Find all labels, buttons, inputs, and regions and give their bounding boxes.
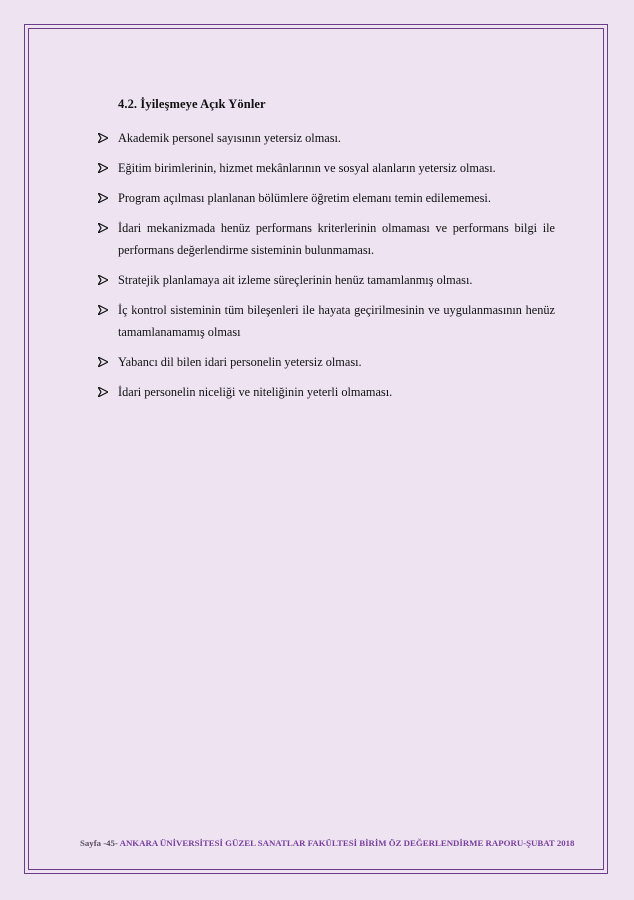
list-item xyxy=(98,157,555,179)
list-item xyxy=(98,187,555,209)
list-item xyxy=(98,381,555,403)
list-item xyxy=(98,299,555,343)
arrowhead-bullet-icon xyxy=(98,133,108,143)
list-item-text: İdari personelin niceliği ve niteliğinin yeterli olmaması. xyxy=(118,385,393,399)
list-item-text: Yabancı dil bilen idari personelin yetersiz olması. xyxy=(118,355,362,369)
list-item xyxy=(98,217,555,261)
arrowhead-bullet-icon xyxy=(98,275,108,285)
footer-page-number: Sayfa -45- xyxy=(80,838,120,848)
list-item xyxy=(98,127,555,149)
section-heading: 4.2. İyileşmeye Açık Yönler xyxy=(118,97,266,111)
footer-report-title: ANKARA ÜNİVERSİTESİ GÜZEL SANATLAR FAKÜLTESİ BİRİM ÖZ DEĞERLENDİRME RAPORU-ŞUBAT 2018 xyxy=(119,838,575,848)
list-item-text: İç kontrol sisteminin tüm bileşenleri ile hayata geçirilmesinin ve uygulanmasının henüz tamamlanamamış olması xyxy=(118,303,555,339)
arrowhead-bullet-icon xyxy=(98,357,108,367)
list-item-text: İdari mekanizmada henüz performans kriterlerinin olmaması ve performans bilgi ile performans değerlendirme sisteminin bulunmaması. xyxy=(118,221,555,257)
improvement-list xyxy=(98,127,555,411)
list-item-text: Stratejik planlamaya ait izleme süreçlerinin henüz tamamlanmış olması. xyxy=(118,273,473,287)
list-item xyxy=(98,269,555,291)
arrowhead-bullet-icon xyxy=(98,223,108,233)
arrowhead-bullet-icon xyxy=(98,387,108,397)
arrowhead-bullet-icon xyxy=(98,163,108,173)
arrowhead-bullet-icon xyxy=(98,193,108,203)
list-item-text: Program açılması planlanan bölümlere öğretim elemanı temin edilememesi. xyxy=(118,191,491,205)
page-footer xyxy=(80,838,574,848)
arrowhead-bullet-icon xyxy=(98,305,108,315)
list-item-text: Eğitim birimlerinin, hizmet mekânlarının ve sosyal alanların yetersiz olması. xyxy=(118,161,496,175)
list-item-text: Akademik personel sayısının yetersiz olması. xyxy=(118,131,342,145)
list-item xyxy=(98,351,555,373)
